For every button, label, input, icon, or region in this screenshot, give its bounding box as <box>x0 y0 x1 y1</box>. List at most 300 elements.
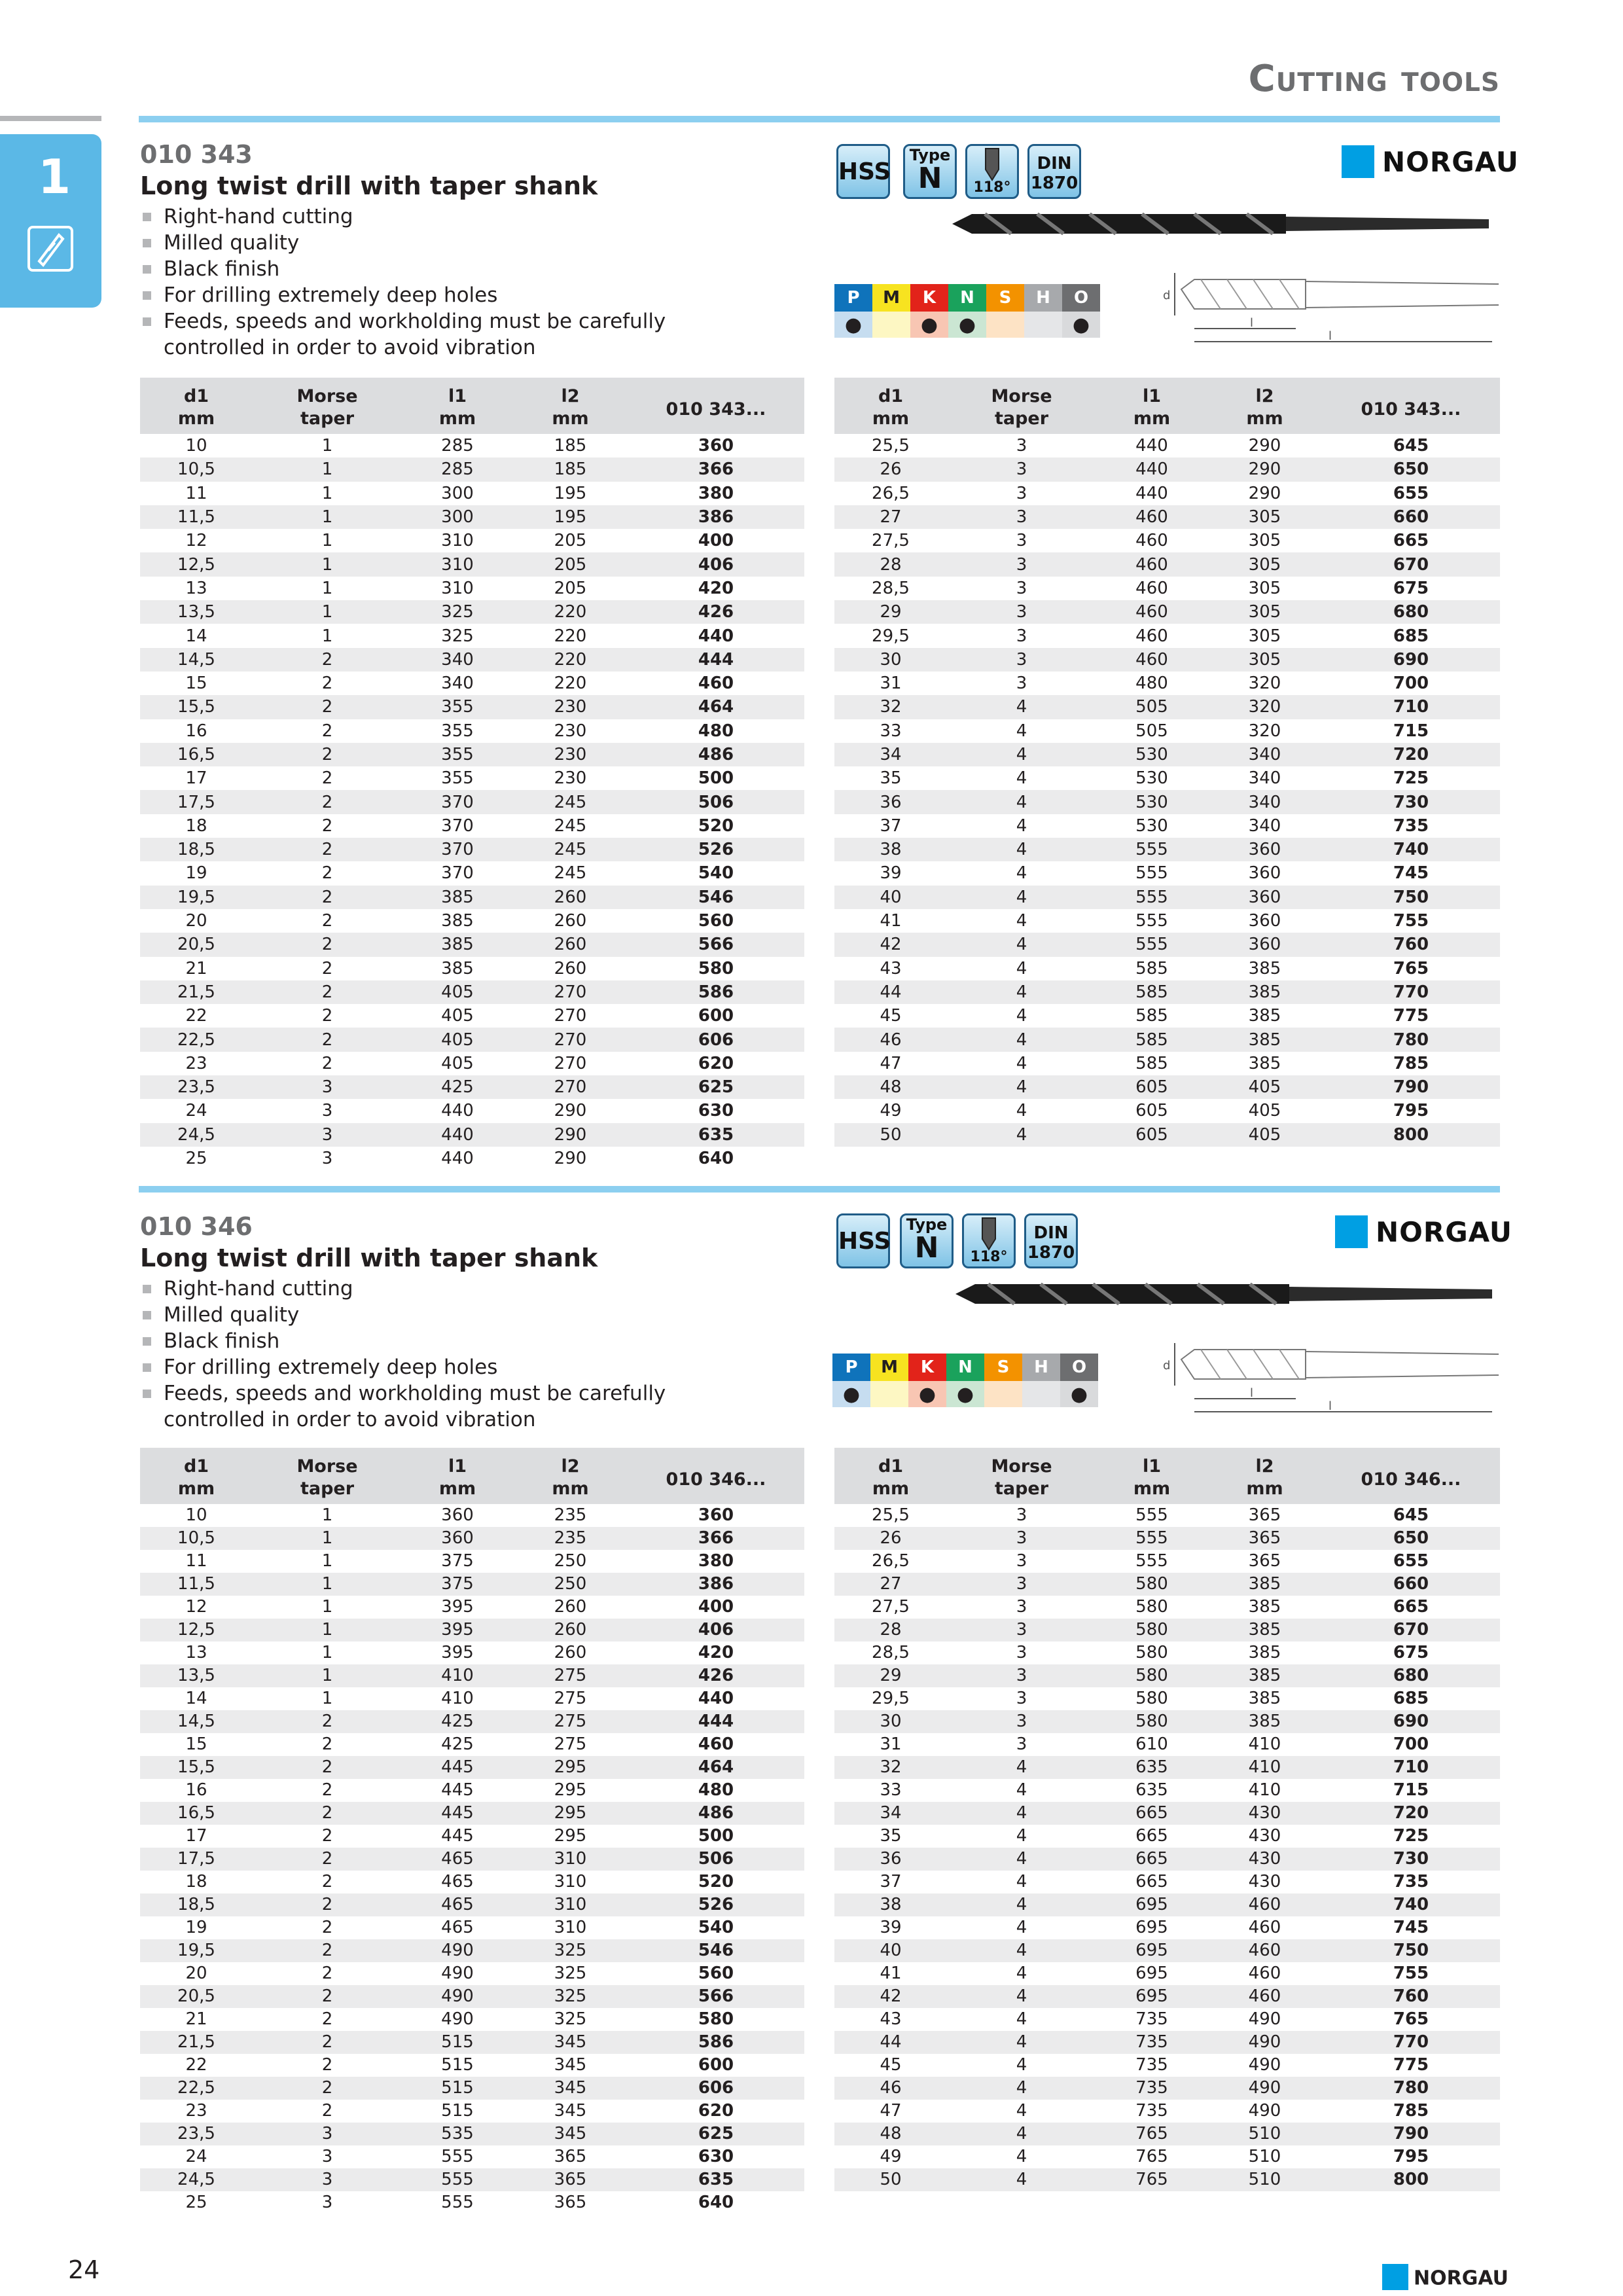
table-row <box>834 1075 1500 1099</box>
cell-l1: 585 <box>1135 1053 1168 1073</box>
col-morse-unit: taper <box>253 1478 402 1504</box>
cell-d1: 27 <box>834 505 947 529</box>
cell-l2: 295 <box>554 1780 587 1800</box>
cell-l2: 345 <box>513 2077 628 2100</box>
cell-d1: 18,5 <box>140 1893 253 1916</box>
size-table-right <box>834 1448 1500 2191</box>
cell-l1: 385 <box>402 886 513 909</box>
material-s-dot <box>986 312 1024 338</box>
col-morse: Morse <box>253 378 402 408</box>
cell-l1: 445 <box>441 1780 474 1800</box>
table-row <box>834 529 1500 552</box>
cell-article: 720 <box>1322 1802 1500 1825</box>
cell-l2: 310 <box>554 1872 587 1892</box>
cell-l2: 430 <box>1207 1802 1322 1825</box>
cell-l2: 230 <box>513 695 628 719</box>
cell-d1: 21,5 <box>140 2031 253 2054</box>
cell-morse: 4 <box>947 1802 1096 1825</box>
cell-morse: 2 <box>321 1872 333 1892</box>
cell-l1: 460 <box>1096 600 1207 624</box>
cell-l2: 325 <box>513 1939 628 1962</box>
cell-d1: 20,5 <box>140 1985 253 2008</box>
cell-morse: 2 <box>253 743 402 766</box>
cell-morse: 1 <box>253 505 402 529</box>
table-row <box>140 719 804 743</box>
cell-article: 560 <box>698 911 734 931</box>
table-row <box>834 505 1500 529</box>
cell-l2: 260 <box>554 958 587 978</box>
cell-article: 625 <box>628 2123 804 2145</box>
cell-article: 600 <box>698 1006 734 1026</box>
cell-d1: 49 <box>880 1101 902 1121</box>
cell-d1: 43 <box>880 2009 902 2029</box>
table-row <box>140 1825 804 1848</box>
cell-l2: 295 <box>513 1802 628 1825</box>
cell-l1: 490 <box>441 2009 474 2029</box>
cell-l2: 490 <box>1248 2101 1281 2121</box>
cell-l1: 530 <box>1096 743 1207 766</box>
cell-l2: 325 <box>554 2009 587 2029</box>
cell-d1: 13,5 <box>140 1664 253 1687</box>
col-l1: l1 <box>1096 1448 1207 1478</box>
cell-l2: 340 <box>1207 790 1322 814</box>
cell-l2: 365 <box>1207 1527 1322 1550</box>
cell-l1: 465 <box>441 1872 474 1892</box>
material-m: M <box>870 1354 908 1381</box>
cell-article: 710 <box>1322 1756 1500 1779</box>
cell-article: 800 <box>1322 1123 1500 1147</box>
cell-l2: 230 <box>513 743 628 766</box>
cell-article: 586 <box>628 2031 804 2054</box>
cell-morse: 3 <box>1016 626 1027 646</box>
cell-article: 770 <box>1322 2031 1500 2054</box>
cell-l2: 410 <box>1248 1734 1281 1754</box>
cell-l1: 555 <box>441 2147 474 2166</box>
table-row <box>140 1028 804 1051</box>
cell-l1: 515 <box>402 2077 513 2100</box>
cell-d1: 10 <box>185 1505 207 1525</box>
cell-morse: 4 <box>947 1028 1096 1051</box>
cell-l2: 245 <box>513 790 628 814</box>
svg-text:d: d <box>1163 1359 1171 1372</box>
material-n-dot: ● <box>948 312 986 338</box>
cell-article: 760 <box>1322 1985 1500 2008</box>
col-l2-unit: mm <box>513 408 628 434</box>
table-row <box>140 2008 804 2031</box>
cell-l1: 665 <box>1135 1872 1168 1892</box>
cell-morse: 1 <box>253 1664 402 1687</box>
table-row <box>140 1123 804 1147</box>
cell-l1: 555 <box>1096 886 1207 909</box>
cell-l2: 245 <box>554 863 587 884</box>
table-row <box>140 1099 804 1122</box>
cell-l1: 555 <box>1096 1527 1207 1550</box>
cell-d1: 50 <box>834 2168 947 2191</box>
cell-morse: 3 <box>1016 1643 1027 1662</box>
cell-article: 366 <box>628 1527 804 1550</box>
cell-l2: 235 <box>554 1505 587 1525</box>
table-row <box>140 2191 804 2214</box>
cell-morse: 3 <box>1016 531 1027 551</box>
cell-l2: 275 <box>513 1710 628 1733</box>
cell-article: 645 <box>1393 1505 1429 1525</box>
size-table-left <box>140 1448 804 2214</box>
table-row <box>140 1550 804 1573</box>
col-l1: l1 <box>1096 378 1207 408</box>
cell-d1: 29 <box>834 600 947 624</box>
table-row <box>834 1871 1500 1893</box>
table-row <box>834 1779 1500 1802</box>
table-row <box>834 1641 1500 1664</box>
table-row <box>834 1052 1500 1075</box>
cell-l1: 395 <box>402 1619 513 1641</box>
cell-morse: 2 <box>253 1893 402 1916</box>
cell-d1: 40 <box>834 886 947 909</box>
cell-l2: 260 <box>513 1619 628 1641</box>
table-row <box>140 1619 804 1641</box>
cell-l2: 275 <box>554 1689 587 1708</box>
cell-l1: 355 <box>441 721 474 741</box>
cell-l2: 385 <box>1207 1664 1322 1687</box>
cell-article: 740 <box>1322 1893 1500 1916</box>
cell-d1: 42 <box>834 1985 947 2008</box>
cell-morse: 1 <box>321 483 333 503</box>
table-row <box>834 1550 1500 1573</box>
material-m: M <box>872 284 910 312</box>
cell-morse: 2 <box>253 1756 402 1779</box>
table-row <box>140 552 804 576</box>
cell-article: 386 <box>628 505 804 529</box>
cell-morse: 4 <box>1016 816 1027 836</box>
cell-article: 640 <box>698 1149 734 1169</box>
cell-morse: 1 <box>321 626 333 646</box>
col-l1-unit: mm <box>1096 408 1207 434</box>
table-row <box>140 933 804 956</box>
col-d1: d1 <box>834 1448 947 1478</box>
cell-l2: 405 <box>1248 1101 1281 1121</box>
cell-l2: 230 <box>554 721 587 741</box>
feature-item: For drilling extremely deep holes <box>140 282 703 308</box>
cell-article: 685 <box>1393 626 1429 646</box>
cell-l1: 605 <box>1096 1123 1207 1147</box>
cell-article: 620 <box>698 1053 734 1073</box>
cell-d1: 17 <box>185 1826 207 1846</box>
col-l1: l1 <box>402 1448 513 1478</box>
table-row <box>140 743 804 766</box>
table-row <box>834 600 1500 624</box>
cell-morse: 2 <box>321 958 333 978</box>
table-row <box>140 457 804 481</box>
cell-morse: 4 <box>1016 1053 1027 1073</box>
cell-d1: 19,5 <box>140 1939 253 1962</box>
cell-article: 775 <box>1393 1006 1429 1026</box>
cell-l2: 205 <box>554 531 587 551</box>
cell-morse: 1 <box>253 1573 402 1596</box>
table-row <box>834 980 1500 1004</box>
cell-l2: 365 <box>1248 1505 1281 1525</box>
cell-d1: 34 <box>834 743 947 766</box>
table-row <box>140 814 804 838</box>
col-article: 010 346... <box>628 1448 804 1504</box>
cell-article: 635 <box>628 2168 804 2191</box>
cell-morse: 2 <box>321 2055 333 2075</box>
feature-item: Right-hand cutting <box>140 1276 703 1302</box>
table-row <box>834 1527 1500 1550</box>
cell-l1: 340 <box>402 648 513 672</box>
cell-article: 520 <box>698 1872 734 1892</box>
cell-morse: 3 <box>1016 673 1027 694</box>
cell-l2: 220 <box>513 648 628 672</box>
cell-l2: 270 <box>513 1028 628 1051</box>
table-row <box>834 1756 1500 1779</box>
cell-l1: 695 <box>1096 1939 1207 1962</box>
cell-l2: 490 <box>1248 2055 1281 2075</box>
cell-l1: 310 <box>441 578 474 598</box>
material-h: H <box>1024 284 1062 312</box>
cell-l1: 585 <box>1096 1028 1207 1051</box>
cell-d1: 36 <box>834 1848 947 1871</box>
cell-d1: 25 <box>185 2193 207 2212</box>
cell-article: 730 <box>1322 790 1500 814</box>
cell-morse: 4 <box>1016 2009 1027 2029</box>
cell-article: 606 <box>628 1028 804 1051</box>
cell-article: 520 <box>698 816 734 836</box>
cell-l2: 325 <box>554 1964 587 1983</box>
cell-d1: 37 <box>880 816 902 836</box>
cell-morse: 2 <box>253 2031 402 2054</box>
cell-l2: 270 <box>513 1075 628 1099</box>
cell-d1: 50 <box>834 1123 947 1147</box>
cell-article: 480 <box>698 1780 734 1800</box>
cell-morse: 2 <box>321 768 333 789</box>
cell-morse: 2 <box>253 1710 402 1733</box>
cell-d1: 27 <box>834 1573 947 1596</box>
cell-l1: 580 <box>1135 1643 1168 1662</box>
cell-l1: 410 <box>441 1689 474 1708</box>
col-l1-unit: mm <box>1096 1478 1207 1504</box>
cell-l2: 320 <box>1248 673 1281 694</box>
table-row <box>140 1710 804 1733</box>
cell-d1: 14 <box>185 1689 207 1708</box>
cell-article: 406 <box>628 552 804 576</box>
cell-l1: 555 <box>1135 1505 1168 1525</box>
col-l2-unit: mm <box>1207 1478 1322 1504</box>
cell-l1: 765 <box>1096 2123 1207 2145</box>
cell-d1: 28,5 <box>872 578 910 598</box>
cell-morse: 4 <box>947 2168 1096 2191</box>
cell-morse: 3 <box>1016 1689 1027 1708</box>
cell-l1: 580 <box>1096 1619 1207 1641</box>
cell-morse: 3 <box>947 457 1096 481</box>
section-divider <box>139 1186 1500 1193</box>
cell-l1: 385 <box>402 933 513 956</box>
cell-l1: 405 <box>441 1006 474 1026</box>
cell-article: 645 <box>1393 436 1429 456</box>
cell-l1: 635 <box>1135 1780 1168 1800</box>
cell-l2: 185 <box>554 436 587 456</box>
col-d1-unit: mm <box>834 1478 947 1504</box>
cell-l2: 385 <box>1248 958 1281 978</box>
cell-l1: 325 <box>402 600 513 624</box>
cell-l1: 490 <box>441 1964 474 1983</box>
table-row <box>140 1573 804 1596</box>
dimension-diagram <box>1162 263 1499 348</box>
cell-morse: 2 <box>321 673 333 694</box>
din-badge: DIN 1870 <box>1027 144 1081 199</box>
col-morse-unit: taper <box>947 408 1096 434</box>
table-row <box>140 529 804 552</box>
cell-article: 600 <box>698 2055 734 2075</box>
cell-morse: 4 <box>947 1985 1096 2008</box>
table-row <box>140 1916 804 1939</box>
cell-l2: 365 <box>1248 1551 1281 1571</box>
col-d1: d1 <box>834 378 947 408</box>
material-h-dot <box>1024 312 1062 338</box>
cell-article: 795 <box>1393 1101 1429 1121</box>
cell-d1: 17,5 <box>140 1848 253 1871</box>
cell-article: 366 <box>628 457 804 481</box>
table-row <box>140 1733 804 1756</box>
table-row <box>834 1733 1500 1756</box>
table-row <box>834 957 1500 980</box>
cell-l1: 460 <box>1096 552 1207 576</box>
cell-d1: 19 <box>185 1918 207 1937</box>
cell-morse: 4 <box>1016 1006 1027 1026</box>
cell-l2: 385 <box>1248 1006 1281 1026</box>
cell-l2: 340 <box>1248 768 1281 789</box>
cell-article: 386 <box>628 1573 804 1596</box>
cell-article: 500 <box>698 1826 734 1846</box>
cell-d1: 18 <box>185 1872 207 1892</box>
cell-l2: 510 <box>1207 2168 1322 2191</box>
cell-l1: 395 <box>441 1597 474 1617</box>
material-n: N <box>948 284 986 312</box>
cell-l1: 465 <box>402 1893 513 1916</box>
cell-article: 380 <box>698 1551 734 1571</box>
cell-article: 690 <box>1322 1710 1500 1733</box>
cell-l2: 385 <box>1207 1619 1322 1641</box>
cell-l1: 460 <box>1135 626 1168 646</box>
cell-morse: 2 <box>253 790 402 814</box>
material-s: S <box>984 1354 1022 1381</box>
cell-morse: 3 <box>253 1123 402 1147</box>
cell-morse: 1 <box>321 436 333 456</box>
cell-d1: 13 <box>185 1643 207 1662</box>
cell-l1: 440 <box>1096 457 1207 481</box>
cell-article: 444 <box>628 648 804 672</box>
cell-morse: 3 <box>947 1710 1096 1733</box>
cell-d1: 49 <box>880 2147 902 2166</box>
cell-article: 640 <box>698 2193 734 2212</box>
cell-l1: 370 <box>441 816 474 836</box>
table-row <box>834 624 1500 647</box>
cell-d1: 43 <box>880 958 902 978</box>
table-row <box>140 672 804 695</box>
hss-badge: HSS <box>836 144 890 199</box>
cell-d1: 46 <box>834 1028 947 1051</box>
cell-article: 775 <box>1393 2055 1429 2075</box>
table-row <box>834 1123 1500 1147</box>
cell-d1: 33 <box>880 721 902 741</box>
cell-article: 765 <box>1393 958 1429 978</box>
table-row <box>834 1825 1500 1848</box>
cell-article: 540 <box>698 1918 734 1937</box>
cell-l2: 245 <box>554 816 587 836</box>
type-badge: Type N <box>900 1213 954 1268</box>
category-title: Cutting tools <box>1248 58 1500 100</box>
table-row <box>140 1962 804 1985</box>
cell-article: 785 <box>1393 2101 1429 2121</box>
cell-article: 680 <box>1322 1664 1500 1687</box>
cell-morse: 3 <box>253 2168 402 2191</box>
table-row <box>140 957 804 980</box>
cell-morse: 2 <box>321 863 333 884</box>
cell-l2: 220 <box>513 600 628 624</box>
cell-morse: 4 <box>947 695 1096 719</box>
table-row <box>140 1985 804 2008</box>
table-row <box>834 1619 1500 1641</box>
cell-article: 630 <box>698 2147 734 2166</box>
col-morse: Morse <box>947 1448 1096 1478</box>
cell-article: 540 <box>698 863 734 884</box>
cell-l2: 290 <box>554 1101 587 1121</box>
table-row <box>834 886 1500 909</box>
table-row <box>834 1664 1500 1687</box>
cell-d1: 14,5 <box>140 1710 253 1733</box>
table-row <box>140 1641 804 1664</box>
cell-l1: 505 <box>1135 721 1168 741</box>
cell-article: 625 <box>628 1075 804 1099</box>
material-p: P <box>832 1354 870 1381</box>
material-o: O <box>1060 1354 1098 1381</box>
cell-article: 710 <box>1322 695 1500 719</box>
cell-morse: 3 <box>1016 1551 1027 1571</box>
cell-article: 750 <box>1322 886 1500 909</box>
cell-l1: 735 <box>1096 2077 1207 2100</box>
cell-article: 680 <box>1322 600 1500 624</box>
cell-morse: 4 <box>947 1075 1096 1099</box>
cell-morse: 3 <box>1016 1597 1027 1617</box>
cell-morse: 2 <box>253 1802 402 1825</box>
table-row <box>834 1893 1500 1916</box>
material-p-dot: ● <box>834 312 872 338</box>
cell-l1: 405 <box>402 1028 513 1051</box>
cell-l1: 410 <box>402 1664 513 1687</box>
col-l2: l2 <box>513 378 628 408</box>
cell-l1: 735 <box>1096 2031 1207 2054</box>
cell-article: 460 <box>698 673 734 694</box>
cell-article: 486 <box>628 743 804 766</box>
cell-article: 670 <box>1322 1619 1500 1641</box>
cell-d1: 39 <box>880 1918 902 1937</box>
cell-l1: 285 <box>441 436 474 456</box>
cell-l1: 555 <box>1135 863 1168 884</box>
cell-article: 780 <box>1322 2077 1500 2100</box>
cell-l1: 515 <box>402 2031 513 2054</box>
table-row <box>834 2054 1500 2077</box>
cell-morse: 1 <box>253 600 402 624</box>
cell-article: 650 <box>1322 1527 1500 1550</box>
cell-d1: 23 <box>185 1053 207 1073</box>
table-row <box>834 1848 1500 1871</box>
cell-morse: 4 <box>947 743 1096 766</box>
cell-l1: 585 <box>1135 958 1168 978</box>
cell-d1: 29 <box>834 1664 947 1687</box>
cell-morse: 4 <box>947 1893 1096 1916</box>
cell-l2: 345 <box>554 2101 587 2121</box>
col-d1: d1 <box>140 378 253 408</box>
cell-morse: 2 <box>321 911 333 931</box>
